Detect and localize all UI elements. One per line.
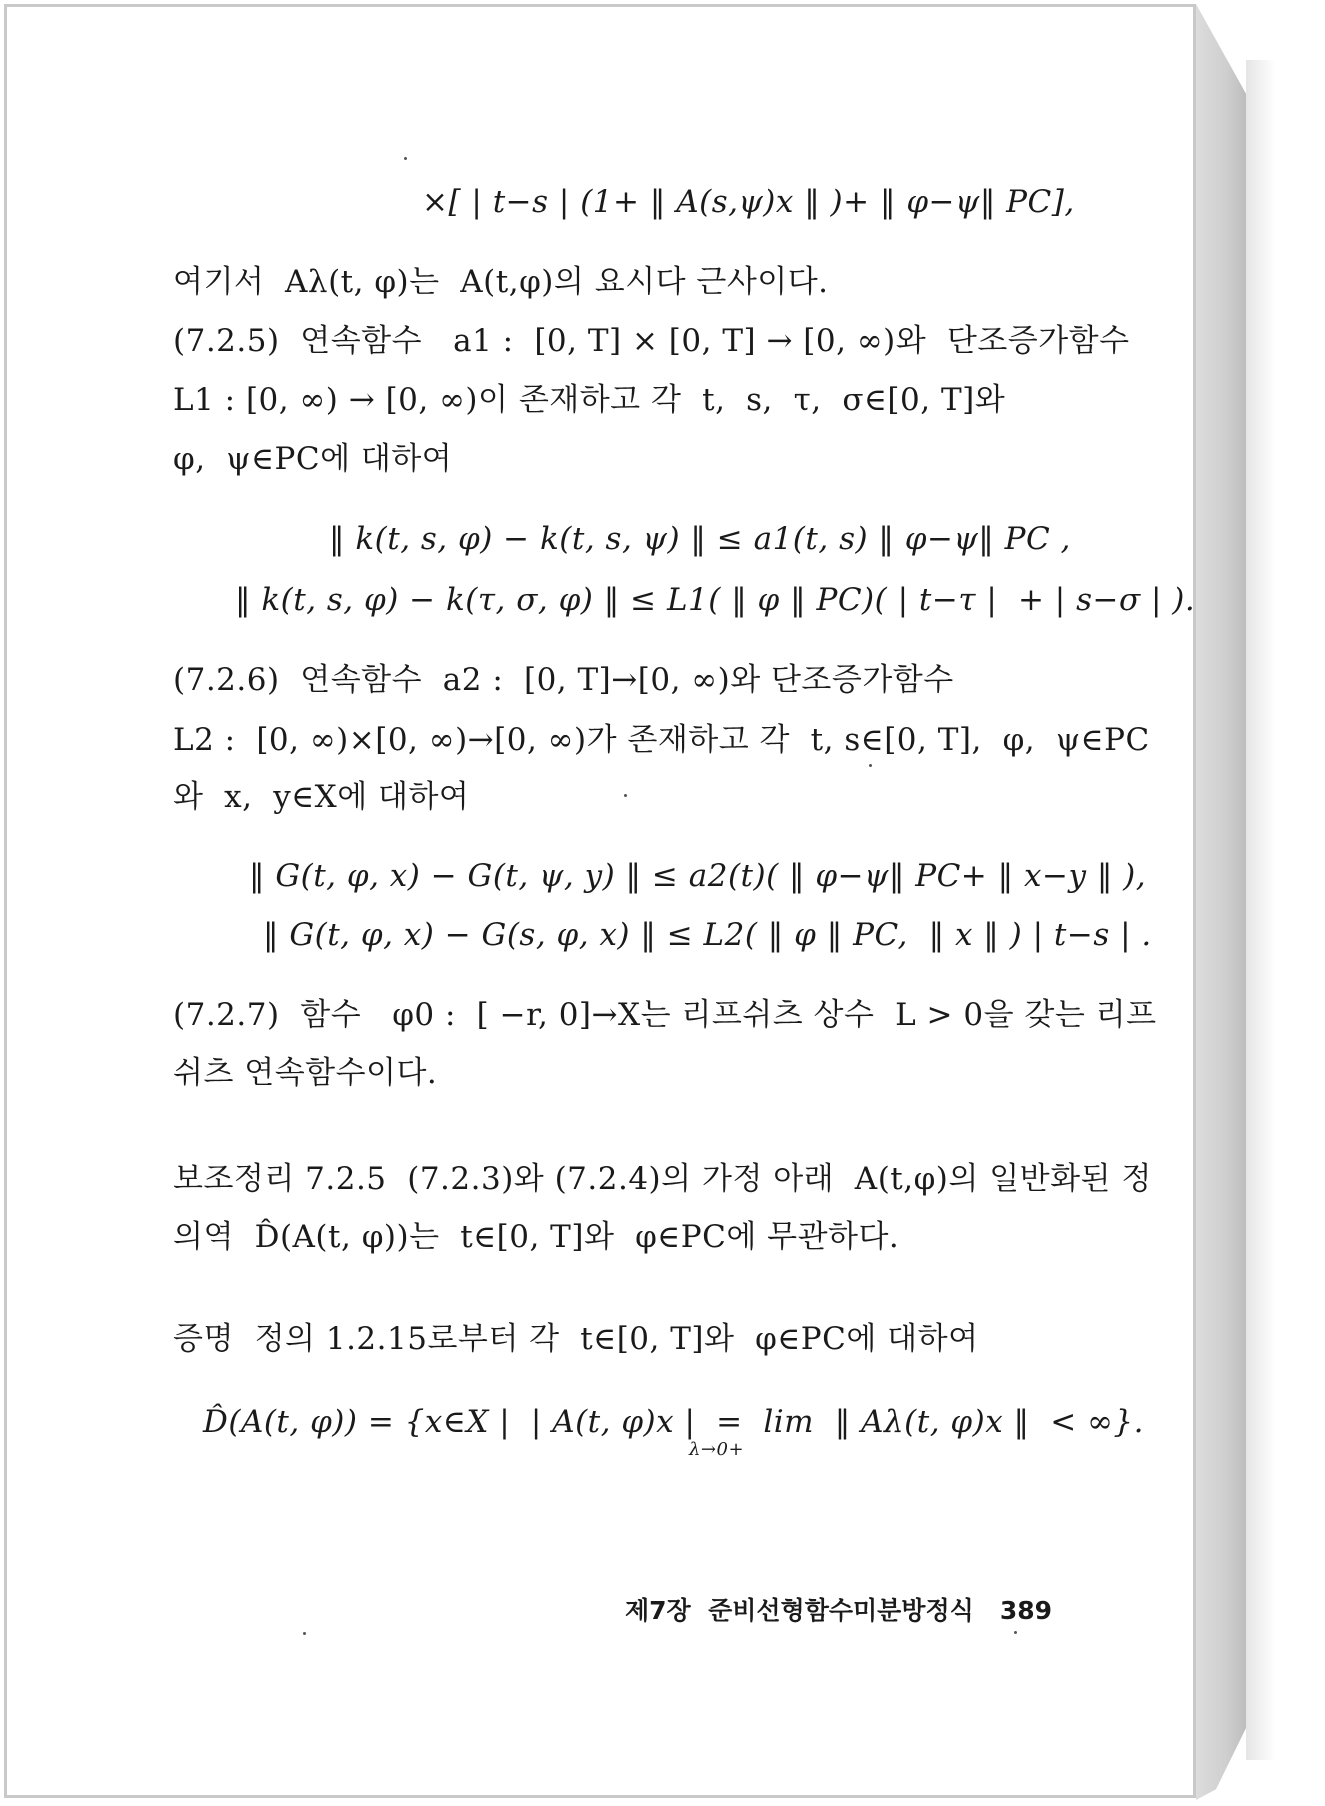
- page-shadow: [1246, 60, 1276, 1760]
- condition-7-2-5-line-3: φ, ψ∈PC에 대하여: [173, 441, 453, 477]
- condition-7-2-6-line-1: (7.2.6) 연속함수 a2 : [0, T]→[0, ∞)와 단조증가함수: [173, 662, 954, 698]
- book-page: [4, 4, 1196, 1798]
- inequality-g-2: ‖ G(t, φ, x) − G(s, φ, x) ‖ ≤ L2( ‖ φ ‖ PC, ‖ x ‖ ) | t−s | .: [263, 917, 1152, 953]
- scan-speck: [869, 764, 872, 767]
- proof-line-1: 증명 정의 1.2.15로부터 각 t∈[0, T]와 φ∈PC에 대하여: [173, 1321, 979, 1357]
- lemma-7-2-5-line-1: 보조정리 7.2.5 (7.2.3)와 (7.2.4)의 가정 아래 A(t,φ)의 일반화된 정: [173, 1161, 1152, 1197]
- condition-7-2-5-line-1: (7.2.5) 연속함수 a1 : [0, T] × [0, T] → [0, ∞)와 단조증가함수: [173, 323, 1130, 359]
- lemma-7-2-5-line-2: 의역 D̂(A(t, φ))는 t∈[0, T]와 φ∈PC에 무관하다.: [173, 1219, 900, 1255]
- condition-7-2-7-line-1: (7.2.7) 함수 φ0 : [ −r, 0]→X는 리프쉬츠 상수 L > 0을 갖는 리프: [173, 997, 1157, 1033]
- scan-speck: [303, 1632, 306, 1635]
- condition-7-2-7-line-2: 쉬츠 연속함수이다.: [173, 1055, 438, 1091]
- inequality-k-1: ‖ k(t, s, φ) − k(t, s, ψ) ‖ ≤ a1(t, s) ‖ φ−ψ‖ PC ,: [329, 521, 1071, 557]
- formula-line-1: ×[ | t−s | (1+ ‖ A(s,ψ)x ‖ )+ ‖ φ−ψ‖ PC],: [422, 184, 1075, 220]
- scan-speck: [404, 157, 407, 160]
- inequality-k-2: ‖ k(t, s, φ) − k(τ, σ, φ) ‖ ≤ L1( ‖ φ ‖ PC)( | t−τ | + | s−σ | ).: [235, 582, 1196, 618]
- condition-7-2-5-line-2: L1 : [0, ∞) → [0, ∞)이 존재하고 각 t, s, τ, σ∈[0, T]와: [173, 382, 1006, 418]
- inequality-g-1: ‖ G(t, φ, x) − G(t, ψ, y) ‖ ≤ a2(t)( ‖ φ−ψ‖ PC+ ‖ x−y ‖ ),: [249, 858, 1147, 894]
- scan-speck: [624, 794, 627, 797]
- scan-speck: [1014, 1631, 1017, 1634]
- condition-7-2-6-line-3: 와 x, y∈X에 대하여: [173, 779, 470, 815]
- condition-7-2-6-line-2: L2 : [0, ∞)×[0, ∞)→[0, ∞)가 존재하고 각 t, s∈[0, T], φ, ψ∈PC: [173, 722, 1150, 758]
- domain-formula: D̂(A(t, φ)) = {x∈X | | A(t, φ)x | = lim ‖ Aλ(t, φ)x ‖ < ∞}.: [203, 1404, 1144, 1440]
- text-line-yosida: 여기서 Aλ(t, φ)는 A(t,φ)의 요시다 근사이다.: [173, 264, 829, 300]
- limit-subscript: λ→0+: [689, 1439, 745, 1460]
- page-footer: 제7장 준비선형함수미분방정식 389: [625, 1596, 1053, 1625]
- page-edge: [1196, 4, 1246, 1800]
